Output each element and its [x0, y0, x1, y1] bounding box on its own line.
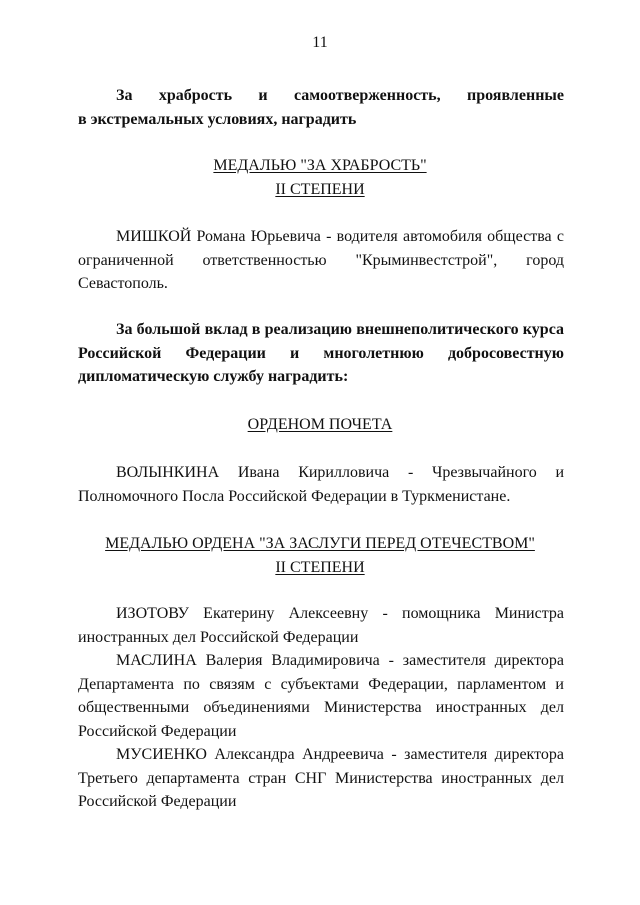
award-heading-merit-medal-degree [0, 556, 640, 580]
section1-intro [78, 84, 564, 131]
award-heading-order-of-honor-text: ОРДЕНОМ ПОЧЕТА [247, 416, 393, 433]
recipient-izotova: ИЗОТОВУ Екатерину Алексеевну - помощника Министра иностранных дел Российской Федерации [78, 605, 564, 646]
section1-intro-line1: За храбрость и самоотверженность, проявленные [116, 87, 564, 104]
award-heading-merit-medal-line2: II СТЕПЕНИ [275, 559, 365, 576]
recipient-musienko: МУСИЕНКО Александра Андреевича - заместителя директора Третьего департамента стран СНГ Министерства иностранных дел Российской Федерации [78, 746, 564, 810]
page-number: 11 [312, 34, 328, 51]
section1-intro-line2: в экстремальных условиях, наградить [78, 110, 357, 128]
recipient-volynkin: ВОЛЫНКИНА Ивана Кирилловича - Чрезвычайного и Полномочного Посла Российской Федерации в Туркменистане. [78, 464, 564, 505]
award-heading-bravery-degree [0, 178, 640, 202]
award-heading-bravery-line2: II СТЕПЕНИ [275, 181, 365, 198]
award-heading-bravery [0, 154, 640, 178]
section2-intro: За большой вклад в реализацию внешнеполитического курса Российской Федерации и многолетнюю добросовестную дипломатическую службу наградить: [78, 321, 564, 385]
award-heading-order-of-honor [0, 413, 640, 437]
award-heading-merit-medal [0, 532, 640, 556]
merit-medal-recipients [78, 602, 564, 814]
recipient-maslin: МАСЛИНА Валерия Владимировича - заместителя директора Департамента по связям с субъектами Федерации, парламентом и общественными объединениями Министерства иностранных дел Российской Федерации [78, 652, 564, 740]
recipient-mishkoy: МИШКОЙ Романа Юрьевича - водителя автомобиля общества с ограниченной ответственностью "Крыминвестстрой", город Севастополь. [78, 228, 564, 292]
award-heading-bravery-line1: МЕДАЛЬЮ "ЗА ХРАБРОСТЬ" [213, 157, 427, 174]
award-heading-merit-medal-line1: МЕДАЛЬЮ ОРДЕНА "ЗА ЗАСЛУГИ ПЕРЕД ОТЕЧЕСТВОМ" [105, 535, 535, 552]
